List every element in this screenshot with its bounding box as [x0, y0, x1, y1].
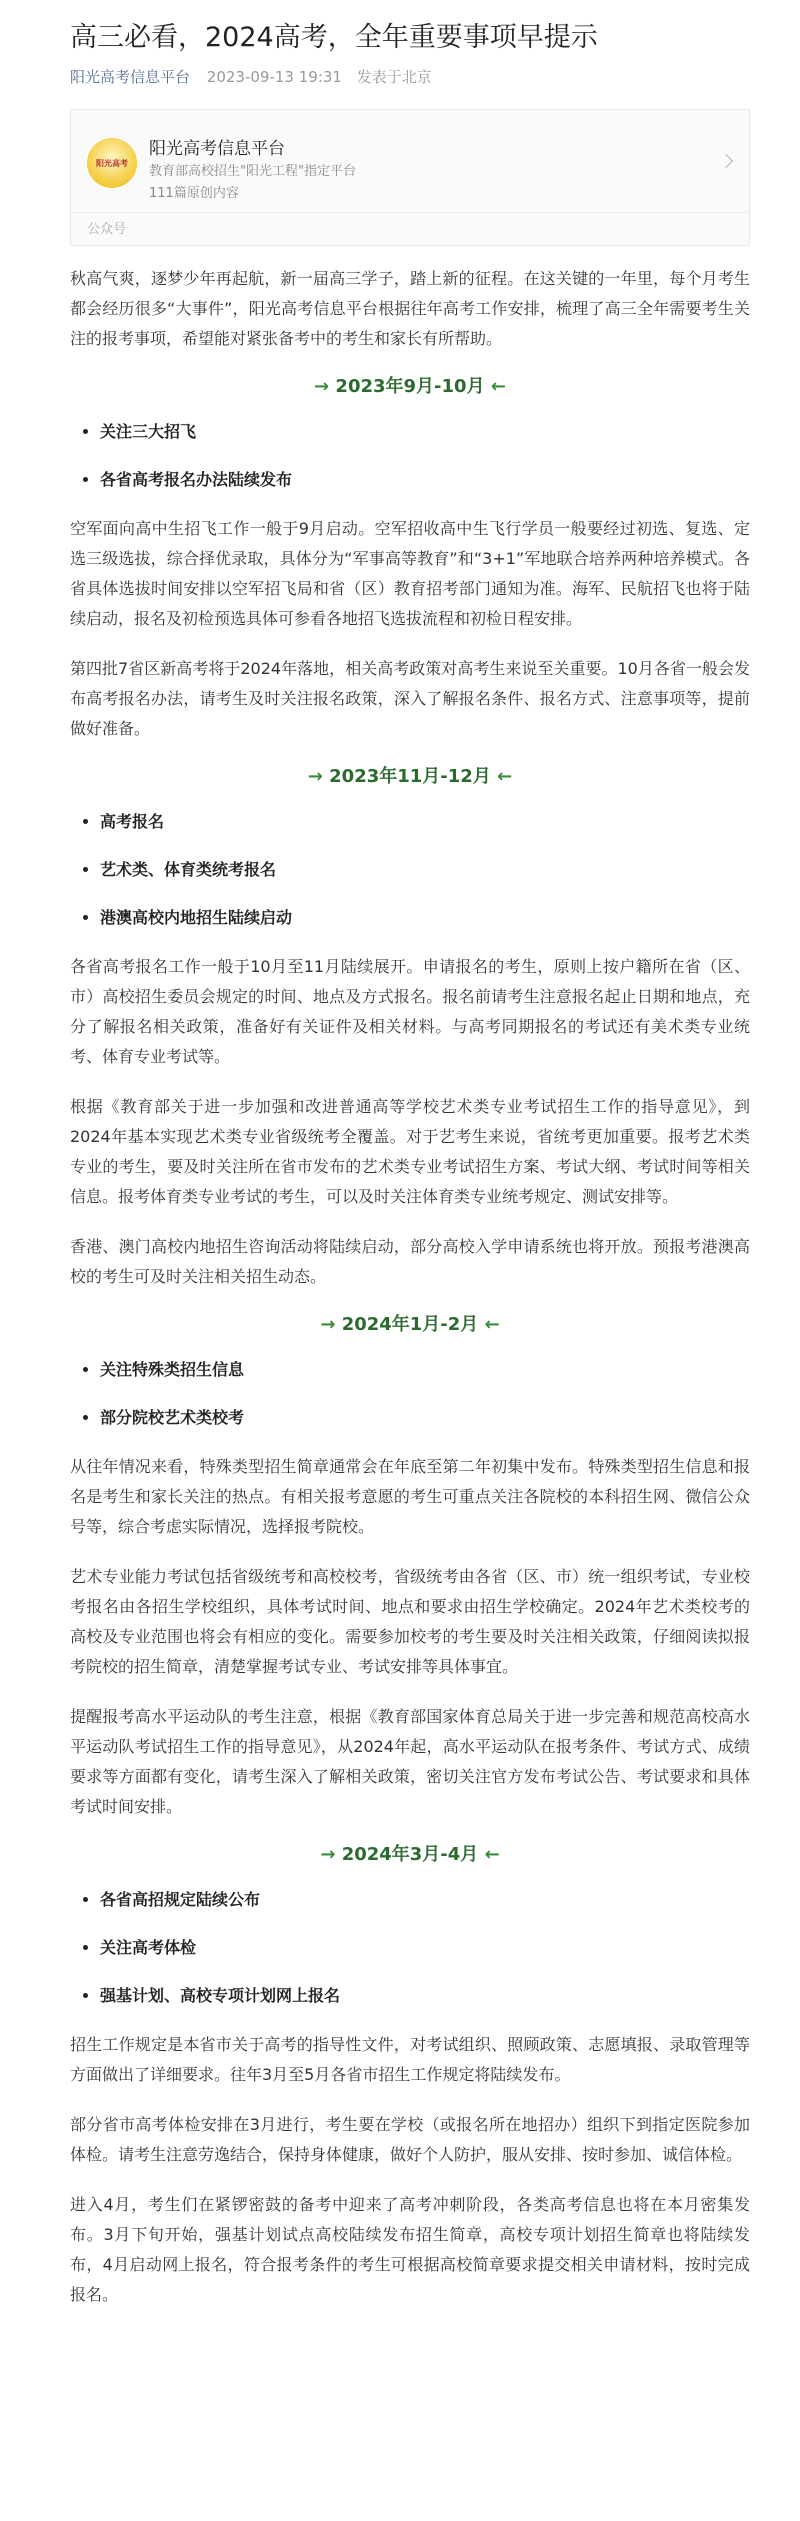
bullet-item: • 各省高考报名办法陆续发布 — [100, 466, 750, 494]
body-paragraph: 进入4月，考生们在紧锣密鼓的备考中迎来了高考冲刺阶段，各类高考信息也将在本月密集发布。3月下旬开始，强基计划试点高校陆续发布招生简章，高校专项计划招生简章也将陆续发布，4月启动网上报名，符合报考条件的考生可根据高校简章要求提交相关申请材料，按时完成报名。 — [70, 2195, 750, 2304]
body-paragraph: 从往年情况来看，特殊类型招生简章通常会在年底至第二年初集中发布。特殊类型招生信息和报名是考生和家长关注的热点。有相关报考意愿的考生可重点关注各院校的本科招生网、微信公众号等，综合考虑实际情况，选择报考院校。 — [70, 1457, 750, 1536]
body-paragraph: 各省高考报名工作一般于10月至11月陆续展开。申请报名的考生，原则上按户籍所在省（区、市）高校招生委员会规定的时间、地点及方式报名。报名前请考生注意报名起止日期和地点，充分了解报名相关政策，准备好有关证件及相关材料。与高考同期报名的考试还有美术类专业统考、体育专业考试等。 — [70, 957, 750, 1066]
arrow-left-icon: ← — [497, 766, 513, 787]
arrow-left-icon: ← — [490, 376, 506, 397]
bullet-item: • 关注特殊类招生信息 — [100, 1356, 750, 1384]
section-heading — [70, 1310, 750, 1336]
body-paragraph: 部分省市高考体检安排在3月进行，考生要在学校（或报名所在地招办）组织下到指定医院参加体检。请考生注意劳逸结合，保持身体健康，做好个人防护，服从安排、按时参加、诚信体检。 — [70, 2115, 750, 2164]
body-paragraph: 根据《教育部关于进一步加强和改进普通高等学校艺术类专业考试招生工作的指导意见》，到2024年基本实现艺术类专业省级统考全覆盖。对于艺考生来说，省统考更加重要。报考艺术类专业的考生，要及时关注所在省市发布的艺术类专业考试招生方案、考试大纲、考试时间等相关信息。报考体育类专业考试的考生，可以及时关注体育类专业统考规定、测试安排等。 — [70, 1097, 750, 1206]
publish-location: 发表于北京 — [356, 68, 432, 86]
intro-paragraph: 秋高气爽，逐梦少年再起航，新一届高三学子，踏上新的征程。在这关键的一年里，每个月考生都会经历很多“大事件”，阳光高考信息平台根据往年高考工作安排，梳理了高三全年需要考生关注的报考事项，希望能对紧张备考中的考生和家长有所帮助。 — [70, 269, 750, 348]
arrow-left-icon: ← — [484, 1314, 500, 1335]
body-paragraph: 招生工作规定是本省市关于高考的指导性文件，对考试组织、照顾政策、志愿填报、录取管理等方面做出了详细要求。往年3月至5月各省市招生工作规定将陆续发布。 — [70, 2035, 750, 2084]
section-heading-text: 2023年9月-10月 — [335, 376, 485, 397]
bullet-list — [70, 1886, 750, 2010]
section-heading-text: 2023年11月-12月 — [329, 766, 491, 787]
bullet-item: • 强基计划、高校专项计划网上报名 — [100, 1982, 750, 2010]
account-link[interactable]: 阳光高考信息平台 — [70, 68, 191, 86]
section-heading — [70, 372, 750, 398]
section-heading-text: 2024年1月-2月 — [341, 1314, 479, 1335]
body-paragraph: 空军面向高中生招飞工作一般于9月启动。空军招收高中生飞行学员一般要经过初选、复选、定选三级选拔，综合择优录取，具体分为“军事高等教育”和“3+1”军地联合培养两种培养模式。各省具体选拔时间安排以空军招飞局和省（区）教育招考部门通知为准。海军、民航招飞也将于陆续启动，报名及初检预选具体可参看各地招飞选拔流程和初检日程安排。 — [70, 519, 750, 628]
bullet-item: • 港澳高校内地招生陆续启动 — [100, 904, 750, 932]
account-description: 教育部高校招生"阳光工程"指定平台 — [149, 164, 356, 179]
section-heading — [70, 1840, 750, 1866]
bullet-item: • 高考报名 — [100, 808, 750, 836]
section-heading-text: 2024年3月-4月 — [341, 1844, 479, 1865]
body-paragraph: 提醒报考高水平运动队的考生注意，根据《教育部国家体育总局关于进一步完善和规范高校高水平运动队考试招生工作的指导意见》，从2024年起，高水平运动队在报考条件、考试方式、成绩要求等方面都有变化，请考生深入了解相关政策，密切关注官方发布考试公告、考试要求和具体考试时间安排。 — [70, 1707, 750, 1816]
body-paragraph: 第四批7省区新高考将于2024年落地，相关高考政策对高考生来说至关重要。10月各省一般会发布高考报名办法，请考生及时关注报名政策，深入了解报名条件、报名方式、注意事项等，提前做好准备。 — [70, 659, 750, 738]
bullet-list — [70, 418, 750, 494]
bullet-list — [70, 808, 750, 932]
article-page — [70, 0, 750, 2310]
publish-datetime: 2023-09-13 19:31 — [206, 68, 342, 86]
bullet-item: • 部分院校艺术类校考 — [100, 1404, 750, 1432]
logo-text: 阳光高考 — [96, 158, 128, 168]
arrow-right-icon: → — [320, 1314, 336, 1335]
bullet-item: • 艺术类、体育类统考报名 — [100, 856, 750, 884]
bullet-item: • 关注高考体检 — [100, 1934, 750, 1962]
card-footer-label: 公众号 — [87, 222, 127, 237]
card-divider — [71, 212, 749, 213]
arrow-left-icon: ← — [484, 1844, 500, 1865]
account-logo — [87, 138, 137, 188]
section-heading — [70, 762, 750, 788]
account-name: 阳光高考信息平台 — [149, 139, 285, 159]
article-count: 111篇原创内容 — [149, 186, 239, 201]
bullet-item: • 关注三大招飞 — [100, 418, 750, 446]
bullet-list — [70, 1356, 750, 1432]
arrow-right-icon: → — [320, 1844, 336, 1865]
body-paragraph: 香港、澳门高校内地招生咨询活动将陆续启动，部分高校入学申请系统也将开放。预报考港澳高校的考生可及时关注相关招生动态。 — [70, 1237, 750, 1286]
bullet-item: • 各省高招规定陆续公布 — [100, 1886, 750, 1914]
arrow-right-icon: → — [314, 376, 330, 397]
article-title: 高三必看，2024高考，全年重要事项早提示 — [70, 22, 598, 53]
article-meta — [70, 66, 750, 87]
account-card[interactable] — [70, 109, 750, 246]
arrow-right-icon: → — [307, 766, 323, 787]
chevron-right-icon — [719, 154, 733, 168]
body-paragraph: 艺术专业能力考试包括省级统考和高校校考，省级统考由各省（区、市）统一组织考试，专业校考报名由各招生学校组织，具体考试时间、地点和要求由招生学校确定。2024年艺术类校考的高校及专业范围也将会有相应的变化。需要参加校考的考生要及时关注相关政策，仔细阅读拟报考院校的招生简章，清楚掌握考试专业、考试安排等具体事宜。 — [70, 1567, 750, 1676]
